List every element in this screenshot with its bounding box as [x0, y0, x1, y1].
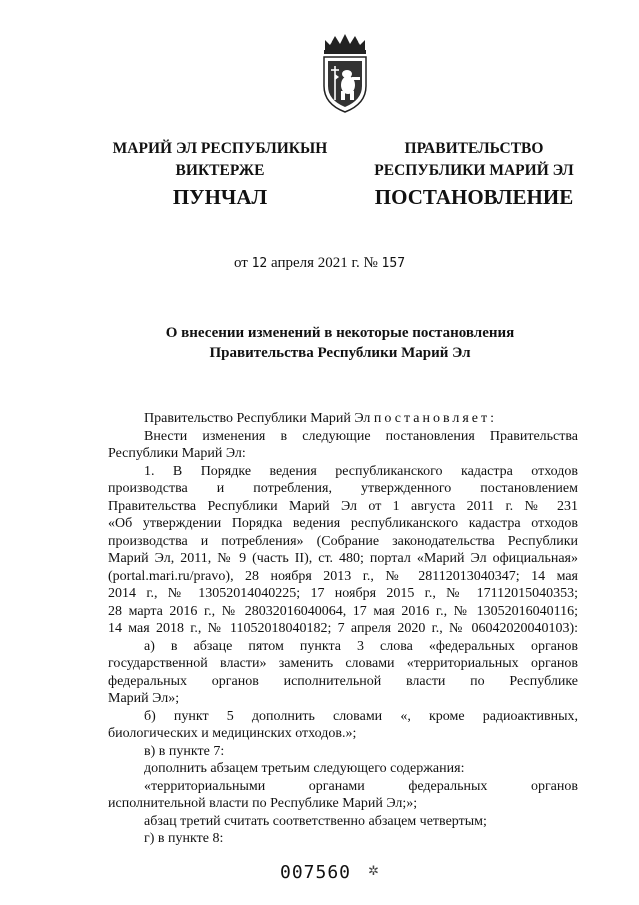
intro-text: Правительство Республики Марий Эл: [144, 411, 374, 426]
title-line1: О внесении изменений в некоторые постановления: [165, 325, 515, 341]
body-line: исполнительной власти по Республике Марий Эл;»;: [108, 796, 418, 811]
body-line: производства и потребления» (Собрание законодательства Республики: [108, 533, 578, 549]
body-line: а) в абзаце пятом пункта 3 слова «федеральных органов: [144, 638, 578, 654]
header-left-doc-type: ПУНЧАЛ: [172, 185, 268, 209]
date-prefix: от: [233, 255, 252, 271]
body-line: 2014 г., № 13052014040225; 17 ноября 2015 г., № 17112015040353;: [108, 586, 578, 601]
body-line: 28 марта 2016 г., № 28032016040064, 17 мая 2016 г., № 13052016040116;: [108, 603, 578, 619]
body-line: государственной власти» заменить словами «территориальных органов: [108, 656, 578, 671]
body-line-intro: [108, 410, 578, 428]
body-line: биологических и медицинских отходов.»;: [108, 726, 357, 741]
title-line2: Правительства Республики Марий Эл: [209, 345, 471, 361]
header-right-line2: РЕСПУБЛИКИ МАРИЙ ЭЛ: [374, 162, 574, 179]
body-line: г) в пункте 8:: [144, 831, 224, 846]
header-left-line2: ВИКТЕРЖЕ: [175, 162, 265, 179]
document-number: 157: [381, 256, 406, 271]
date-day: 12: [251, 256, 268, 271]
body-line: 1. В Порядке ведения республиканского кадастра отходов: [144, 463, 578, 479]
body-line: Внести изменения в следующие постановления Правительства: [144, 428, 578, 444]
header-right-line1: ПРАВИТЕЛЬСТВО: [404, 140, 544, 157]
body-line: дополнить абзацем третьим следующего содержания:: [144, 761, 465, 776]
body-line: производства и потребления, утвержденного постановлением: [108, 481, 578, 496]
document-body: [108, 410, 578, 848]
body-line: «Об утверждении Порядка ведения республиканского кадастра отходов: [108, 516, 578, 531]
body-line: в) в пункте 7:: [144, 743, 225, 759]
coat-of-arms-emblem: [319, 30, 371, 114]
body-line: Марий Эл, 2011, № 9 (часть II), ст. 480; портал «Марий Эл официальная»: [108, 551, 578, 566]
date-line: [0, 255, 639, 272]
rosette-mark-icon: ✲: [368, 863, 379, 878]
date-middle: апреля 2021 г. №: [267, 255, 382, 271]
body-line: «территориальными органами федеральных органов: [144, 778, 578, 794]
body-line: (portal.mari.ru/pravo), 28 ноября 2013 г., № 28112013040347; 14 мая: [108, 568, 578, 584]
body-line: Республики Марий Эл:: [108, 446, 246, 461]
form-serial-number: 007560: [280, 862, 352, 883]
header-right-doc-type: ПОСТАНОВЛЕНИЕ: [374, 185, 574, 209]
intro-verb: постановляет:: [373, 411, 498, 426]
body-line: 14 мая 2018 г., № 11052018040182; 7 апреля 2020 г., № 06042020040103):: [108, 621, 578, 636]
body-line: Правительства Республики Марий Эл от 1 августа 2011 г. № 231: [108, 498, 578, 514]
body-line: абзац третий считать соответственно абзацем четвертым;: [144, 813, 487, 829]
body-line: федеральных органов исполнительной власти по Республике: [108, 673, 578, 689]
header-left-line1: МАРИЙ ЭЛ РЕСПУБЛИКЫН: [112, 140, 328, 157]
document-title: [100, 323, 580, 363]
body-line: б) пункт 5 дополнить словами «, кроме радиоактивных,: [144, 708, 578, 724]
body-line: Марий Эл»;: [108, 691, 180, 706]
